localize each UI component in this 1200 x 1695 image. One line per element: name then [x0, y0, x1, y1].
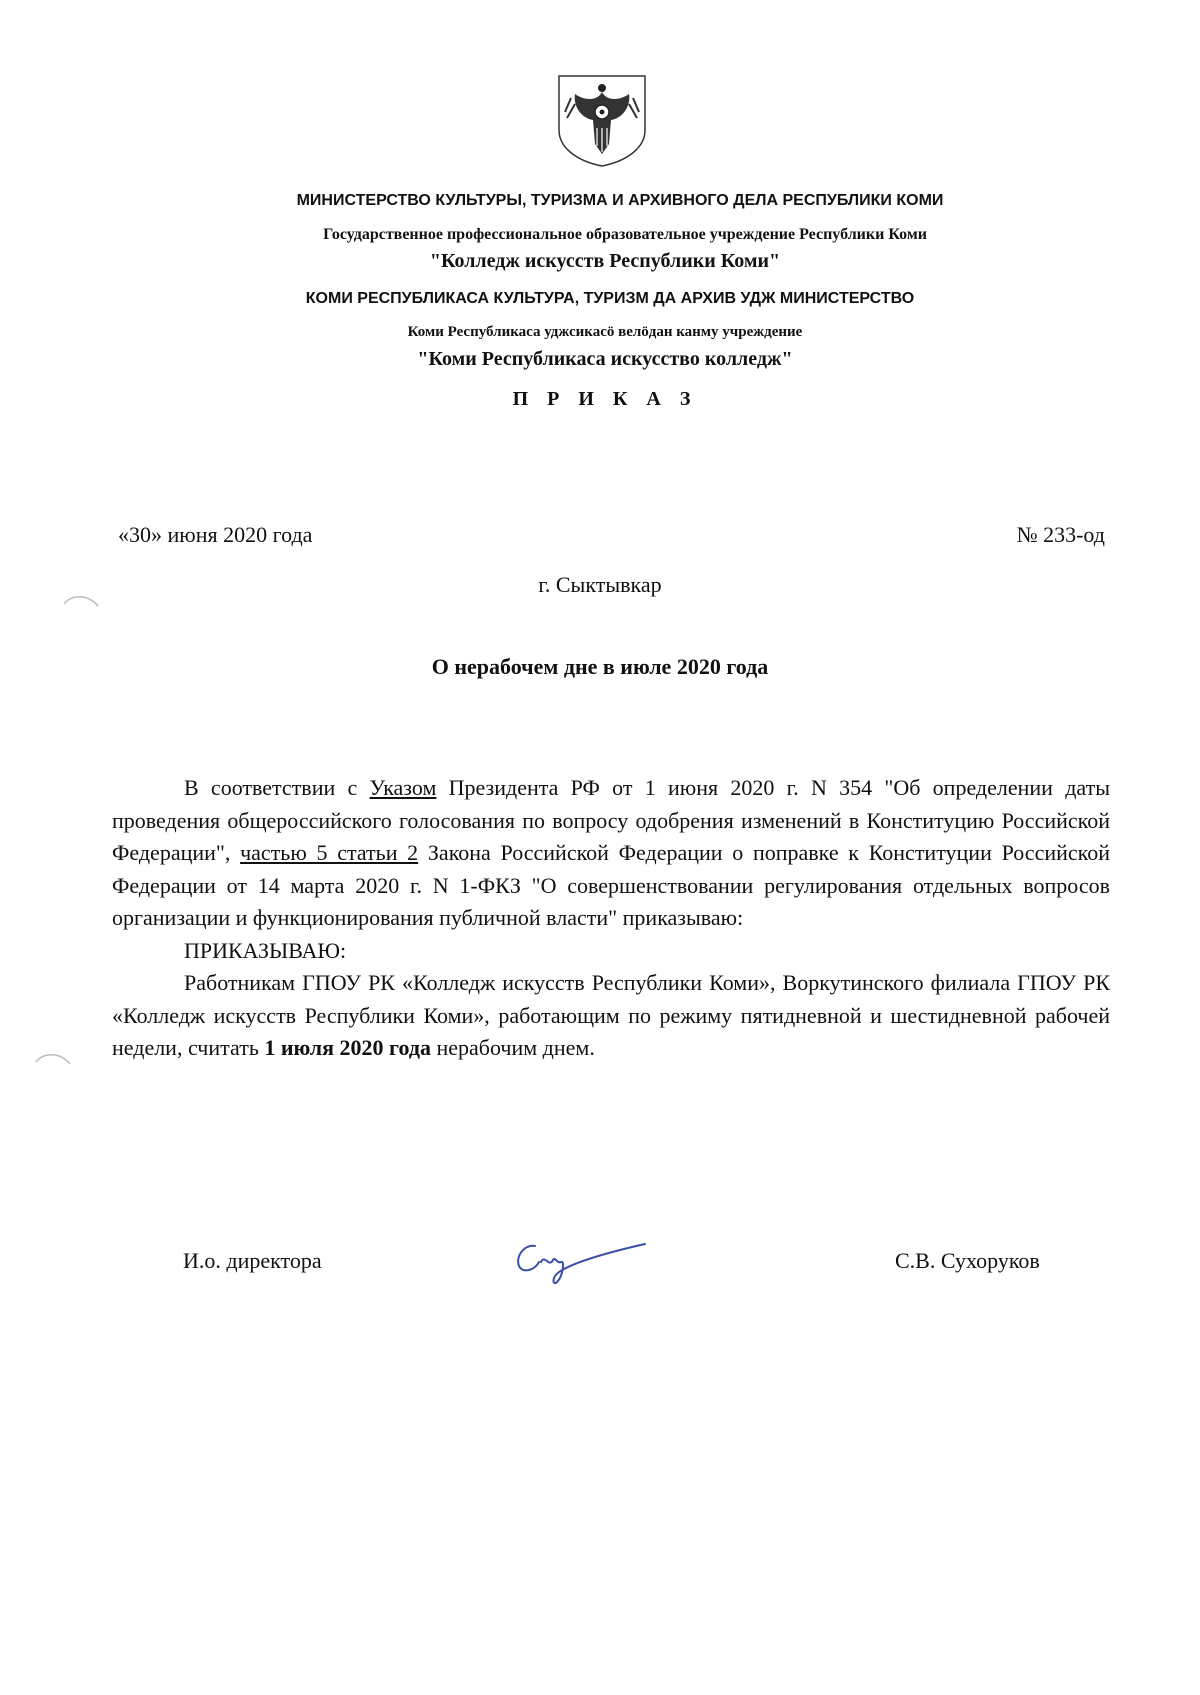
preamble-text-2: Президента РФ от 1 июня 2020 г. N 354 "Об определении даты проведения общероссийского голосования по вопросу одобрения изменений в Конституцию Российской Федерации", [112, 775, 1110, 865]
document-city: г. Сыктывкар [538, 572, 662, 597]
document-subject: О нерабочем дне в июле 2020 года [431, 654, 769, 679]
signatory-title: И.о. директора [183, 1248, 322, 1273]
order-text-2: нерабочим днем. [430, 1035, 595, 1060]
decree-link[interactable]: Указом [369, 775, 437, 800]
handwritten-signature-icon [505, 1232, 650, 1287]
signatory-name: С.В. Сухоруков [895, 1248, 1040, 1273]
college-name-komi: "Коми Республикаса искусство колледж" [417, 348, 793, 370]
paragraph-order-text [112, 967, 1110, 1065]
institution-name-komi: Коми Республикаса уджсикасӧ велӧдан канму учреждение [407, 324, 803, 340]
document-type: П Р И К А З [512, 388, 698, 410]
punch-hole-mark-icon [34, 1048, 74, 1070]
paragraph-order-word: ПРИКАЗЫВАЮ: [184, 937, 347, 963]
document-body [112, 772, 1110, 1065]
document-date: «30» июня 2020 года [118, 522, 313, 547]
coat-of-arms-komi-icon [553, 72, 651, 168]
ministry-name-ru: МИНИСТЕРСТВО КУЛЬТУРЫ, ТУРИЗМА И АРХИВНОГО ДЕЛА РЕСПУБЛИКИ КОМИ [296, 192, 944, 209]
order-text-1: Работникам ГПОУ РК «Колледж искусств Республики Коми», Воркутинского филиала ГПОУ РК «Колледж искусств Республики Коми», работающим по режиму пятидневной и шестидневной рабочей недели, считать [112, 970, 1110, 1060]
ministry-name-komi: КОМИ РЕСПУБЛИКАСА КУЛЬТУРА, ТУРИЗМ ДА АРХИВ УДЖ МИНИСТЕРСТВО [305, 290, 915, 307]
preamble-text-1: В соответствии с [184, 775, 370, 800]
preamble-text-3: Закона Российской Федерации о поправке к Конституции Российской Федерации от 14 марта 2020 г. N 1-ФКЗ "О совершенствовании регулирования отдельных вопросов организации и функционирования публичной власти" приказываю: [112, 840, 1110, 930]
law-article-link[interactable]: частью 5 статьи 2 [240, 840, 419, 865]
punch-hole-mark-icon [62, 590, 102, 612]
college-name-ru: "Колледж искусств Республики Коми" [429, 250, 781, 272]
institution-name-ru: Государственное профессиональное образовательное учреждение Республики Коми [323, 226, 927, 243]
document-number: № 233-од [1016, 522, 1105, 547]
paragraph-preamble [112, 772, 1110, 935]
order-date-bold: 1 июля 2020 года [264, 1035, 431, 1060]
